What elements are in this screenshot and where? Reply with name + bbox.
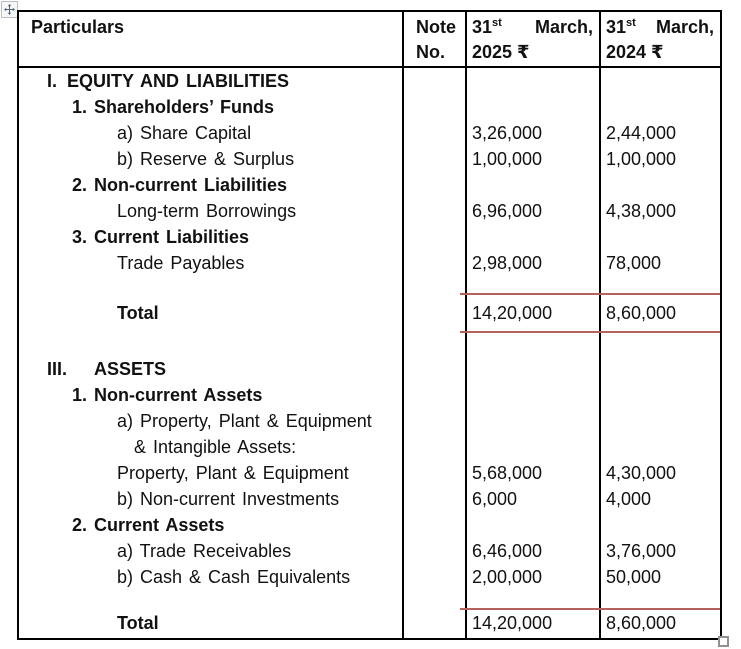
amount-2024-cell	[601, 94, 720, 120]
particulars-cell	[19, 146, 404, 172]
note-cell	[404, 250, 467, 276]
table-row	[19, 486, 720, 512]
table-row-spacer	[19, 276, 720, 294]
note-cell	[404, 172, 467, 198]
note-cell	[404, 68, 467, 94]
header-note-line2: No.	[416, 42, 445, 62]
note-cell	[404, 486, 467, 512]
amount-2024: 2,44,000	[606, 123, 677, 143]
particulars-cell	[19, 276, 404, 294]
table-row	[19, 564, 720, 590]
amount-2024: 8,60,000	[606, 613, 677, 633]
amount-2025-cell	[467, 294, 601, 332]
particulars-cell	[19, 382, 404, 408]
amount-2024-cell	[601, 590, 720, 609]
amount-2025: 5,68,000	[472, 463, 543, 483]
particulars-cell	[19, 590, 404, 609]
superscript-st: st	[626, 17, 636, 29]
amount-2025-cell	[467, 590, 601, 609]
particulars-cell	[19, 356, 404, 382]
particulars-cell	[19, 250, 404, 276]
amount-2024-cell	[601, 408, 720, 434]
amount-2024-cell	[601, 120, 720, 146]
particulars-cell	[19, 408, 404, 434]
amount-2025-cell	[467, 198, 601, 224]
particulars-cell	[19, 68, 404, 94]
note-cell	[404, 408, 467, 434]
row-label: 1. Shareholders’ Funds	[72, 97, 275, 117]
table-row-section-equity	[19, 68, 720, 94]
move-arrows-icon	[4, 4, 15, 15]
row-label: 1. Non-current Assets	[72, 385, 263, 405]
amount-2025: 6,46,000	[472, 541, 543, 561]
amount-2025-cell	[467, 564, 601, 590]
amount-2025-cell	[467, 356, 601, 382]
amount-2025-cell	[467, 276, 601, 294]
amount-2025-cell	[467, 332, 601, 356]
balance-sheet-table	[17, 10, 722, 640]
note-cell	[404, 120, 467, 146]
amount-2024-cell	[601, 224, 720, 250]
particulars-cell	[19, 294, 404, 332]
particulars-cell	[19, 198, 404, 224]
note-cell	[404, 224, 467, 250]
table-row	[19, 460, 720, 486]
note-cell	[404, 198, 467, 224]
amount-2025: 6,000	[472, 489, 518, 509]
row-label: Total	[117, 613, 159, 633]
row-label: a) Property, Plant & Equipment	[117, 411, 372, 431]
table-row	[19, 408, 720, 434]
table-row-section-assets	[19, 356, 720, 382]
amount-2024-cell	[601, 276, 720, 294]
header-2024-line2: 2024 ₹	[606, 42, 664, 62]
header-march-2025	[467, 12, 601, 66]
amount-2024: 4,38,000	[606, 201, 677, 221]
table-row-spacer	[19, 332, 720, 356]
amount-2025-cell	[467, 68, 601, 94]
amount-2024-cell	[601, 486, 720, 512]
particulars-cell	[19, 486, 404, 512]
note-cell	[404, 538, 467, 564]
amount-2025-cell	[467, 486, 601, 512]
table-row-total-assets	[19, 609, 720, 638]
total-rule-top	[460, 293, 720, 295]
superscript-st: st	[492, 17, 502, 29]
table-row-total-liabilities	[19, 294, 720, 332]
amount-2025: 14,20,000	[472, 303, 553, 323]
amount-2025: 14,20,000	[472, 613, 553, 633]
table-resize-handle[interactable]	[718, 636, 729, 647]
table-move-handle[interactable]	[1, 1, 18, 18]
row-label: & Intangible Assets:	[134, 437, 297, 457]
table-row	[19, 198, 720, 224]
table-row	[19, 120, 720, 146]
amount-2024-cell	[601, 294, 720, 332]
amount-2025-cell	[467, 94, 601, 120]
amount-2025-cell	[467, 512, 601, 538]
particulars-cell	[19, 538, 404, 564]
table-row	[19, 538, 720, 564]
amount-2025-cell	[467, 172, 601, 198]
amount-2024: 1,00,000	[606, 149, 677, 169]
amount-2024: 8,60,000	[606, 303, 677, 323]
amount-2024-cell	[601, 250, 720, 276]
row-label: b) Non-current Investments	[117, 489, 340, 509]
note-cell	[404, 564, 467, 590]
note-cell	[404, 146, 467, 172]
table-row	[19, 434, 720, 460]
amount-2024: 4,30,000	[606, 463, 677, 483]
amount-2024-cell	[601, 68, 720, 94]
amount-2024: 78,000	[606, 253, 662, 273]
row-label: Trade Payables	[117, 253, 245, 273]
total-rule-bottom	[460, 331, 720, 333]
header-particulars-label: Particulars	[31, 17, 125, 37]
particulars-cell	[19, 460, 404, 486]
row-label: I. EQUITY AND LIABILITIES	[47, 71, 290, 91]
table-row	[19, 146, 720, 172]
particulars-cell	[19, 172, 404, 198]
note-cell	[404, 294, 467, 332]
amount-2025: 3,26,000	[472, 123, 543, 143]
header-2024-line1: 31st March,	[606, 17, 714, 37]
row-label: Total	[117, 303, 159, 323]
amount-2024-cell	[601, 172, 720, 198]
particulars-cell	[19, 120, 404, 146]
amount-2025-cell	[467, 538, 601, 564]
amount-2024-cell	[601, 146, 720, 172]
note-cell	[404, 590, 467, 609]
row-label: a) Share Capital	[117, 123, 252, 143]
table-header-row	[19, 12, 720, 68]
amount-2024-cell	[601, 198, 720, 224]
amount-2025-cell	[467, 146, 601, 172]
amount-2025-cell	[467, 250, 601, 276]
row-label: b) Cash & Cash Equivalents	[117, 567, 351, 587]
amount-2024-cell	[601, 382, 720, 408]
amount-2024-cell	[601, 538, 720, 564]
note-cell	[404, 332, 467, 356]
particulars-cell	[19, 512, 404, 538]
table-row	[19, 512, 720, 538]
total-rule-top	[460, 608, 720, 610]
table-row	[19, 94, 720, 120]
table-row	[19, 250, 720, 276]
header-note	[404, 12, 467, 66]
header-note-line1: Note	[416, 17, 456, 37]
amount-2024: 3,76,000	[606, 541, 677, 561]
amount-2024-cell	[601, 434, 720, 460]
table-row	[19, 382, 720, 408]
amount-2025-cell	[467, 382, 601, 408]
header-particulars	[19, 12, 404, 66]
note-cell	[404, 512, 467, 538]
row-label: 2. Current Assets	[72, 515, 225, 535]
row-label: 3. Current Liabilities	[72, 227, 250, 247]
header-2025-line2: 2025 ₹	[472, 42, 530, 62]
note-cell	[404, 434, 467, 460]
row-label: 2. Non-current Liabilities	[72, 175, 288, 195]
amount-2024: 50,000	[606, 567, 662, 587]
amount-2025-cell	[467, 460, 601, 486]
particulars-cell	[19, 94, 404, 120]
row-label: III. ASSETS	[47, 359, 167, 379]
amount-2025: 2,00,000	[472, 567, 543, 587]
table-row-spacer	[19, 590, 720, 609]
amount-2025-cell	[467, 609, 601, 638]
note-cell	[404, 356, 467, 382]
note-cell	[404, 94, 467, 120]
amount-2025-cell	[467, 408, 601, 434]
amount-2025-cell	[467, 120, 601, 146]
note-cell	[404, 609, 467, 638]
particulars-cell	[19, 564, 404, 590]
amount-2024: 4,000	[606, 489, 652, 509]
row-label: a) Trade Receivables	[117, 541, 292, 561]
amount-2024-cell	[601, 564, 720, 590]
amount-2025: 2,98,000	[472, 253, 543, 273]
amount-2025: 6,96,000	[472, 201, 543, 221]
amount-2024-cell	[601, 356, 720, 382]
particulars-cell	[19, 609, 404, 638]
row-label: Long-term Borrowings	[117, 201, 297, 221]
amount-2024-cell	[601, 512, 720, 538]
amount-2024-cell	[601, 332, 720, 356]
particulars-cell	[19, 434, 404, 460]
header-march-2024	[601, 12, 720, 66]
amount-2024-cell	[601, 460, 720, 486]
note-cell	[404, 460, 467, 486]
amount-2024-cell	[601, 609, 720, 638]
note-cell	[404, 276, 467, 294]
header-2025-line1: 31st March,	[472, 17, 593, 37]
row-label: b) Reserve & Surplus	[117, 149, 295, 169]
note-cell	[404, 382, 467, 408]
row-label: Property, Plant & Equipment	[117, 463, 349, 483]
table-row	[19, 224, 720, 250]
particulars-cell	[19, 224, 404, 250]
amount-2025-cell	[467, 434, 601, 460]
particulars-cell	[19, 332, 404, 356]
amount-2025: 1,00,000	[472, 149, 543, 169]
amount-2025-cell	[467, 224, 601, 250]
table-row	[19, 172, 720, 198]
